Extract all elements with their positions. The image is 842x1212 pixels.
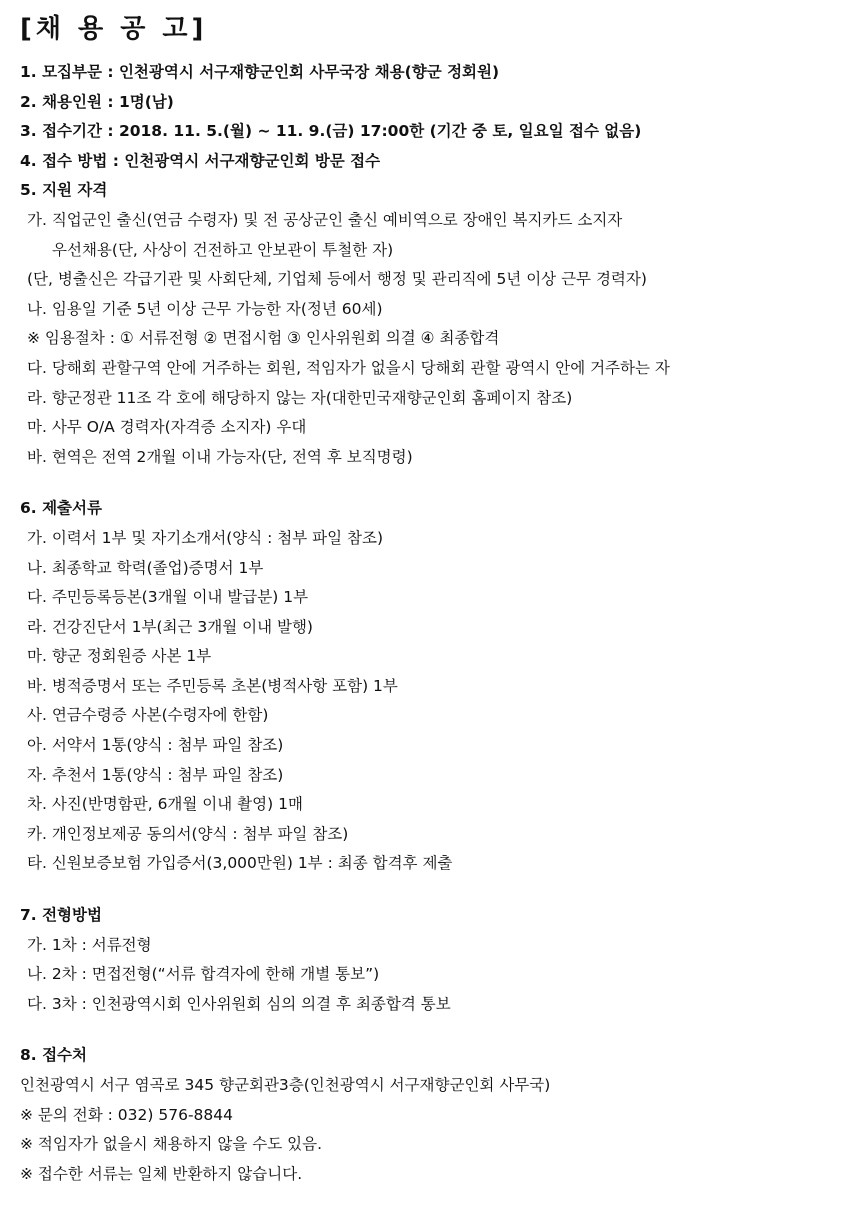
list-item: 나. 최종학교 학력(졸업)증명서 1부	[27, 558, 264, 577]
section-heading: 6. 제출서류	[20, 499, 102, 518]
page-title: [채 용 공 고]	[20, 14, 208, 44]
header-line-period: 3. 접수기간 : 2018. 11. 5.(월) ~ 11. 9.(금) 17:00한 (기간 중 토, 일요일 접수 없음)	[20, 122, 642, 141]
header-line-recruit-dept: 1. 모집부문 : 인천광역시 서구재향군인회 사무국장 채용(향군 정회원)	[20, 63, 500, 81]
list-item: 가. 직업군인 출신(연금 수령자) 및 전 공상군인 출신 예비역으로 장애인 복지카드 소지자	[27, 210, 623, 229]
list-item: 나. 2차 : 면접전형(“서류 합격자에 한해 개별 통보”)	[27, 965, 380, 984]
list-item: ※ 임용절차 : ① 서류전형 ② 면접시험 ③ 인사위원회 의결 ④ 최종합격	[27, 329, 500, 348]
list-item: 다. 당해회 관할구역 안에 거주하는 회원, 적임자가 없을시 당해회 관할 광역시 안에 거주하는 자	[27, 358, 670, 377]
list-item: 다. 3차 : 인천광역시회 인사위원회 심의 의결 후 최종합격 통보	[27, 994, 451, 1013]
list-item: 아. 서약서 1통(양식 : 첨부 파일 참조)	[27, 736, 284, 755]
list-item: 라. 건강진단서 1부(최근 3개월 이내 발행)	[27, 617, 313, 636]
list-item: 라. 향군정관 11조 각 호에 해당하지 않는 자(대한민국재향군인회 홈페이지 참조)	[27, 388, 573, 407]
section-qualifications	[20, 176, 830, 472]
list-item: 타. 신원보증보험 가입증서(3,000만원) 1부 : 최종 합격후 제출	[27, 854, 453, 873]
list-item: 카. 개인정보제공 동의서(양식 : 첨부 파일 참조)	[27, 824, 349, 843]
list-item: 자. 추천서 1통(양식 : 첨부 파일 참조)	[27, 765, 284, 784]
list-item: 가. 1차 : 서류전형	[27, 935, 152, 954]
notice-line: ※ 적임자가 없을시 채용하지 않을 수도 있음.	[20, 1135, 323, 1154]
list-item: 바. 병적증명서 또는 주민등록 초본(병적사항 포함) 1부	[27, 676, 398, 695]
section-heading: 8. 접수처	[20, 1046, 87, 1065]
header-line-method: 4. 접수 방법 : 인천광역시 서구재향군인회 방문 접수	[20, 151, 381, 170]
section-documents	[20, 494, 830, 879]
list-item: 사. 연금수령증 사본(수령자에 한함)	[27, 706, 269, 725]
header-line-headcount: 2. 채용인원 : 1명(남)	[20, 92, 174, 111]
list-item: 마. 향군 정회원증 사본 1부	[27, 647, 212, 666]
contact-phone: ※ 문의 전화 : 032) 576-8844	[20, 1105, 233, 1124]
list-item: 바. 현역은 전역 2개월 이내 가능자(단, 전역 후 보직명령)	[27, 447, 413, 466]
job-posting-document	[20, 12, 830, 1189]
notice-line: ※ 접수한 서류는 일체 반환하지 않습니다.	[20, 1164, 303, 1183]
section-heading: 5. 지원 자격	[20, 181, 108, 200]
list-item: 우선채용(단, 사상이 건전하고 안보관이 투철한 자)	[52, 240, 394, 259]
list-item: (단, 병출신은 각급기관 및 사회단체, 기업체 등에서 행정 및 관리직에 5년 이상 근무 경력자)	[27, 270, 647, 289]
list-item: 마. 사무 O/A 경력자(자격증 소지자) 우대	[27, 418, 307, 437]
list-item: 나. 임용일 기준 5년 이상 근무 가능한 자(정년 60세)	[27, 299, 383, 318]
section-selection-method	[20, 901, 830, 1019]
reception-address: 인천광역시 서구 염곡로 345 향군회관3층(인천광역시 서구재향군인회 사무국)	[20, 1076, 551, 1094]
section-heading: 7. 전형방법	[20, 906, 102, 925]
section-reception	[20, 1041, 830, 1189]
list-item: 차. 사진(반명함판, 6개월 이내 촬영) 1매	[27, 795, 303, 814]
list-item: 가. 이력서 1부 및 자기소개서(양식 : 첨부 파일 참조)	[27, 528, 384, 547]
header-lines	[20, 58, 830, 176]
list-item: 다. 주민등록등본(3개월 이내 발급분) 1부	[27, 588, 309, 607]
